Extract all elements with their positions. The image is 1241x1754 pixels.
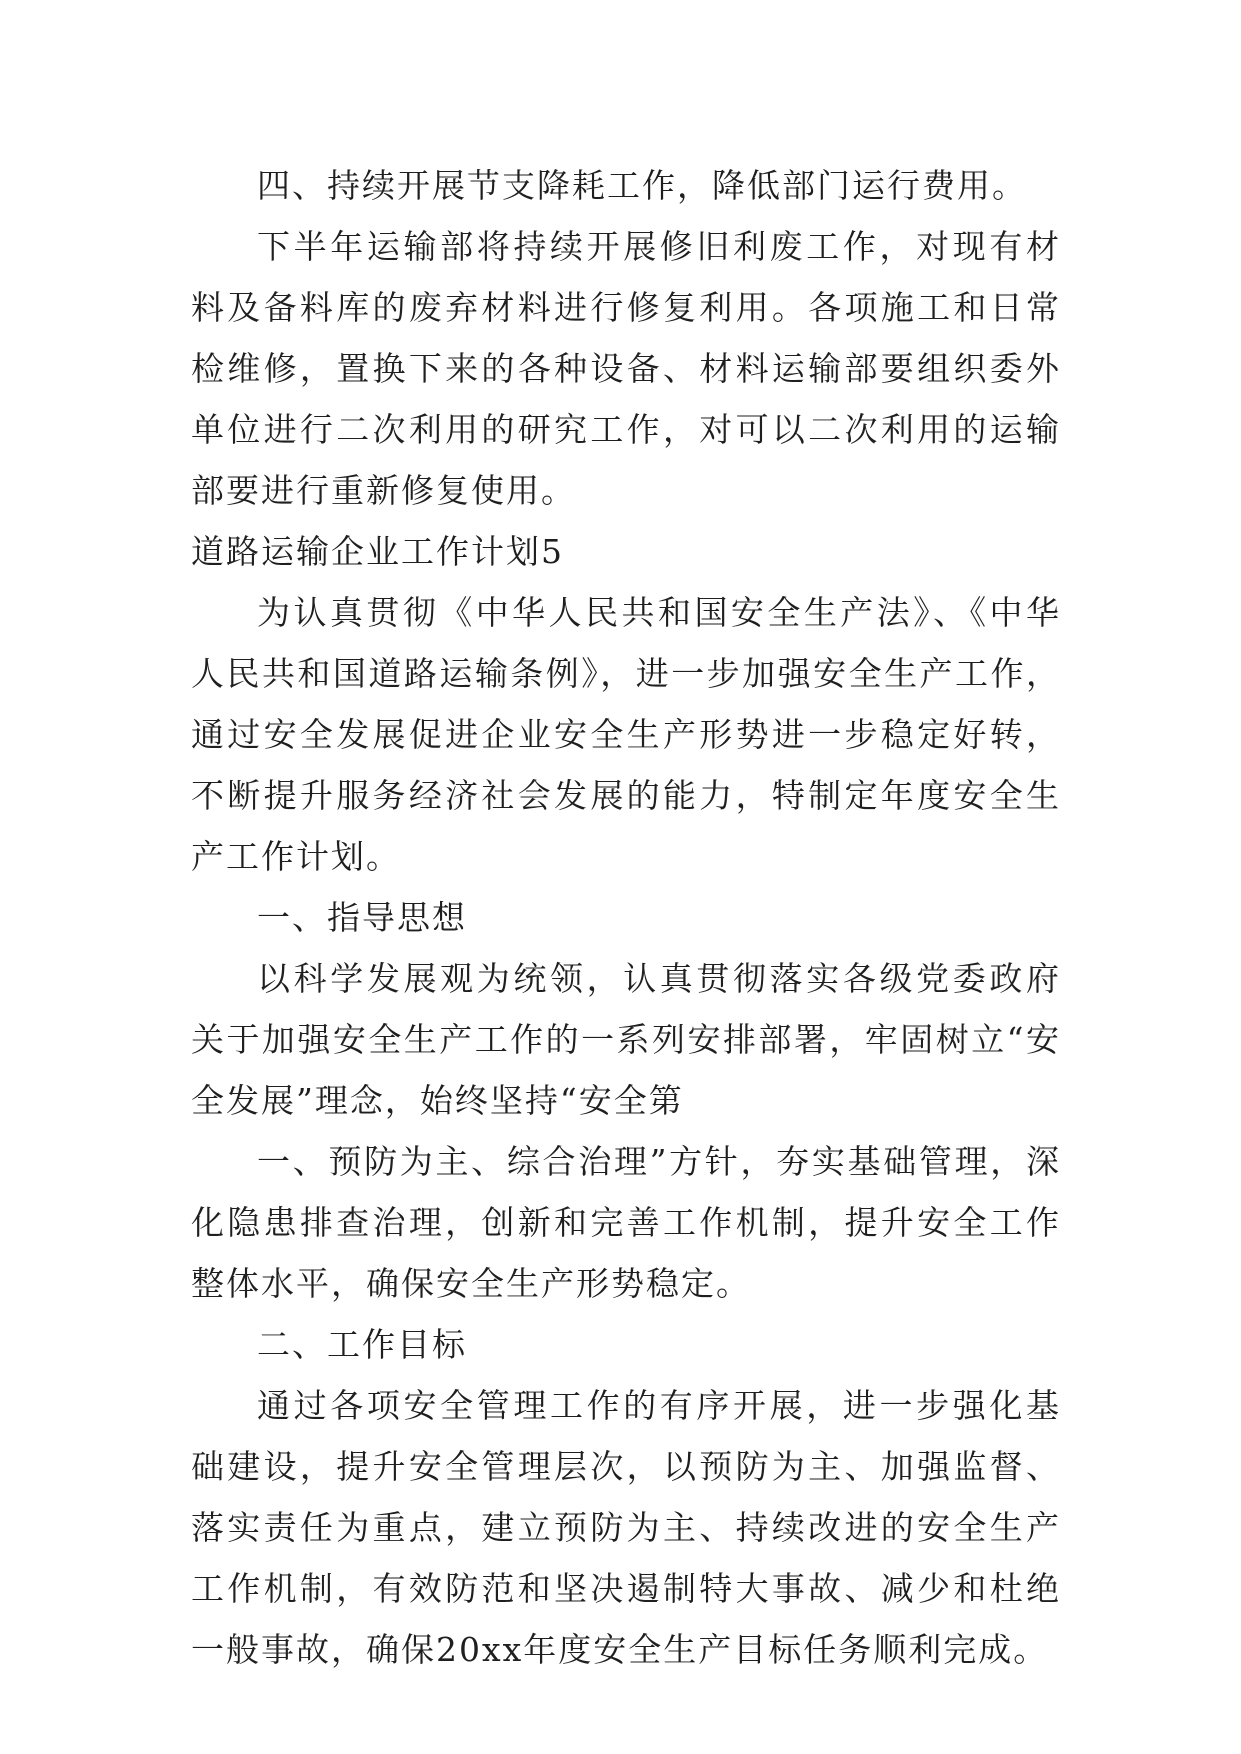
heading-work-goals: 二、工作目标: [257, 1325, 467, 1364]
paragraph-work-goals: 通过各项安全管理工作的有序开展，进一步强化基础建设，提升安全管理层次，以预防为主、加强监督、落实责任为重点，建立预防为主、持续改进的安全生产工作机制，有效防范和坚决遏制特大事故、减少和杜绝一般事故，确保20xx年度安全生产目标任务顺利完成。: [191, 1386, 1061, 1669]
heading-guiding-ideology: 一、指导思想: [257, 898, 467, 937]
paragraph-cost-reduction-heading: 四、持续开展节支降耗工作，降低部门运行费用。: [257, 166, 1027, 205]
document-body: [191, 155, 1061, 1680]
paragraph-prevention-policy: 一、预防为主、综合治理”方针，夯实基础管理，深化隐患排查治理，创新和完善工作机制，提升安全工作整体水平，确保安全生产形势稳定。: [191, 1142, 1061, 1303]
paragraph-intro: 为认真贯彻《中华人民共和国安全生产法》、《中华人民共和国道路运输条例》，进一步加强安全生产工作，通过安全发展促进企业安全生产形势进一步稳定好转，不断提升服务经济社会发展的能力，特制定年度安全生产工作计划。: [191, 593, 1061, 876]
paragraph-guiding-ideology: 以科学发展观为统领，认真贯彻落实各级党委政府关于加强安全生产工作的一系列安排部署，牢固树立“安全发展”理念，始终坚持“安全第: [191, 959, 1061, 1120]
section-title-plan-5: 道路运输企业工作计划5: [191, 532, 564, 571]
paragraph-recycling-work: 下半年运输部将持续开展修旧利废工作，对现有材料及备料库的废弃材料进行修复利用。各项施工和日常检维修，置换下来的各种设备、材料运输部要组织委外单位进行二次利用的研究工作，对可以二次利用的运输部要进行重新修复使用。: [191, 227, 1061, 510]
